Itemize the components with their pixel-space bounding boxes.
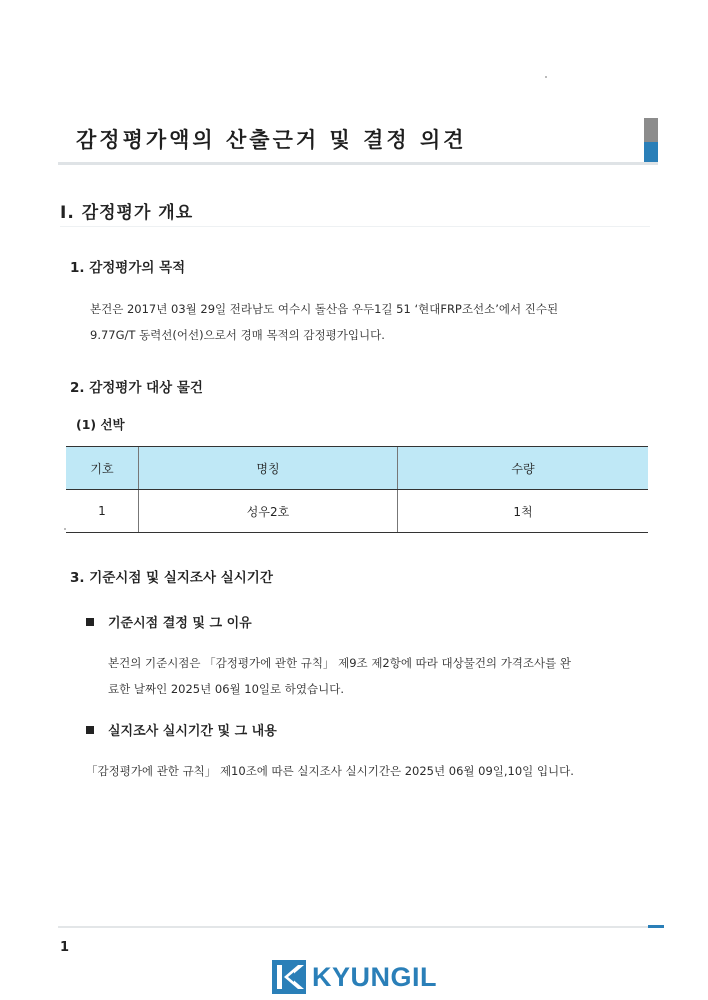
base-date-text-line1: 본건의 기준시점은 「감정평가에 관한 규칙」 제9조 제2항에 따라 대상물건의 가격조사를 완 xyxy=(108,656,571,670)
period-heading: 3. 기준시점 및 실지조사 실시기간 xyxy=(70,570,273,586)
base-date-title: 기준시점 결정 및 그 이유 xyxy=(108,616,252,631)
base-date-text-line2: 료한 날짜인 2025년 06월 10일로 하였습니다. xyxy=(108,682,344,696)
base-date-item xyxy=(86,612,252,631)
footer-divider xyxy=(58,926,648,928)
purpose-text-line1: 본건은 2017년 03월 29일 전라남도 여수시 돌산읍 우두1길 51 ‘현대FRP조선소’에서 진수된 xyxy=(90,302,559,316)
table-header-row xyxy=(66,447,648,490)
targets-heading: 2. 감정평가 대상 물건 xyxy=(70,380,203,396)
square-bullet-icon xyxy=(86,618,94,626)
survey-period-item xyxy=(86,720,277,739)
logo-wordmark: KYUNGIL xyxy=(312,961,437,992)
survey-period-text: 「감정평가에 관한 규칙」 제10조에 따른 실지조사 실시기간은 2025년 06월 09일,10일 입니다. xyxy=(86,764,574,778)
survey-period-title: 실지조사 실시기간 및 그 내용 xyxy=(108,724,277,739)
vessel-table xyxy=(66,446,648,533)
company-logo xyxy=(272,960,437,994)
document-title-bar xyxy=(58,118,658,165)
kyungil-logo-icon xyxy=(272,960,306,994)
cell-quantity: 1척 xyxy=(398,490,649,533)
footer-accent xyxy=(648,925,664,928)
table-row xyxy=(66,490,648,533)
document-title: 감정평가액의 산출근거 및 결정 의견 xyxy=(76,128,467,152)
scan-speck xyxy=(545,76,547,78)
cell-symbol: 1 xyxy=(66,490,139,533)
page-number: 1 xyxy=(60,940,70,955)
column-header-name: 명칭 xyxy=(139,447,398,490)
section-heading: Ⅰ. 감정평가 개요 xyxy=(60,203,194,223)
title-accent-bar xyxy=(644,118,658,162)
purpose-heading: 1. 감정평가의 목적 xyxy=(70,260,186,276)
square-bullet-icon xyxy=(86,726,94,734)
column-header-symbol: 기호 xyxy=(66,447,139,490)
column-header-quantity: 수량 xyxy=(398,447,649,490)
scan-speck xyxy=(64,528,66,530)
vessel-subheading: (1) 선박 xyxy=(76,417,125,432)
purpose-text-line2: 9.77G/T 동력선(어선)으로서 경매 목적의 감정평가입니다. xyxy=(90,328,385,342)
cell-name: 성우2호 xyxy=(139,490,398,533)
section-divider xyxy=(60,226,650,227)
